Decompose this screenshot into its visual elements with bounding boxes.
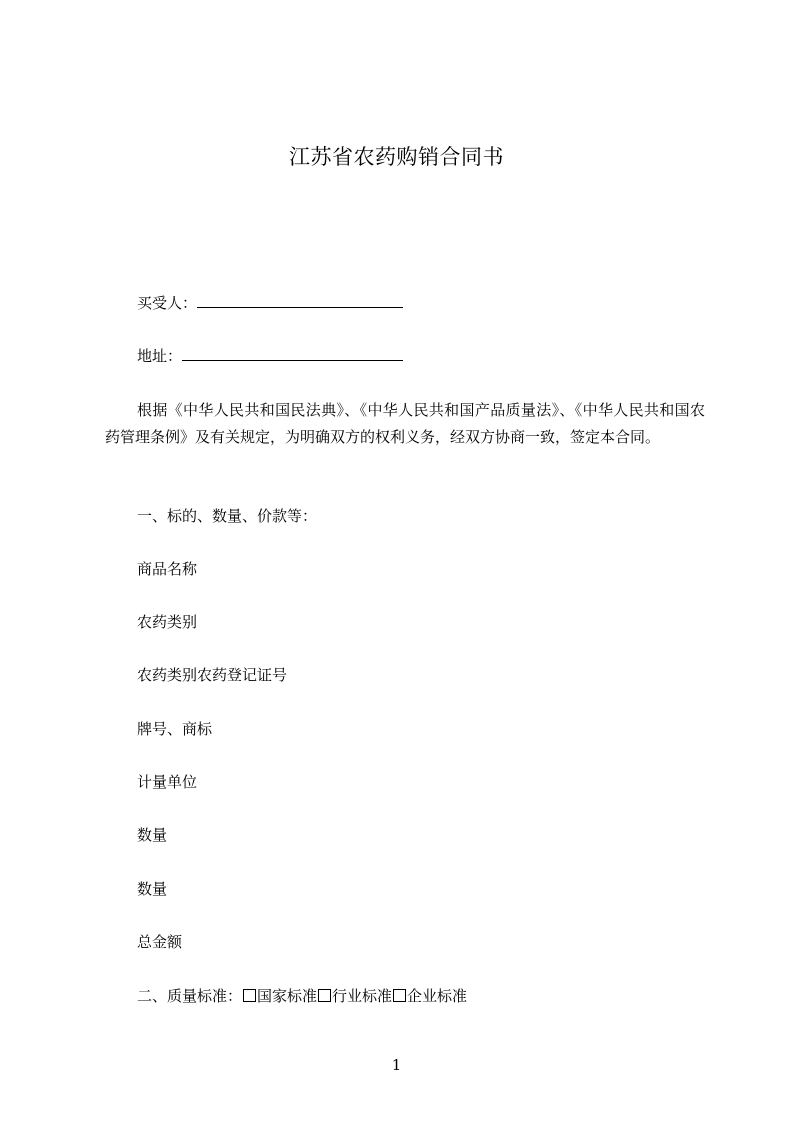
- address-line: [137, 344, 403, 366]
- address-label: 地址：: [137, 347, 183, 365]
- section1-heading: 一、标的、数量、价款等：: [137, 507, 318, 525]
- document-title: 江苏省农药购销合同书: [289, 145, 504, 169]
- buyer-label: 买受人：: [137, 294, 198, 312]
- item-product-name: 商品名称: [137, 560, 198, 578]
- national-standard-checkbox[interactable]: [243, 989, 256, 1002]
- item-quantity-2: 数量: [137, 880, 168, 898]
- page-number: 1: [391, 1056, 402, 1074]
- buyer-blank: [197, 291, 403, 308]
- item-pesticide-category: 农药类别: [137, 613, 198, 631]
- item-quantity: 数量: [137, 826, 168, 844]
- item-brand-trademark: 牌号、商标: [137, 720, 213, 738]
- item-unit: 计量单位: [137, 773, 198, 791]
- national-standard-label: 国家标准: [257, 987, 318, 1005]
- section2-prefix: 二、质量标准：: [137, 987, 243, 1005]
- section2-quality-standard: [137, 986, 467, 1006]
- item-registration-number: 农药类别农药登记证号: [137, 666, 288, 684]
- industry-standard-label: 行业标准: [332, 987, 393, 1005]
- industry-standard-checkbox[interactable]: [318, 989, 331, 1002]
- buyer-line: [137, 291, 403, 313]
- preamble-paragraph: 根据《中华人民共和国民法典》、《中华人民共和国产品质量法》、《中华人民共和国农药管理条例》及有关规定，为明确双方的权利义务，经双方协商一致，签定本合同。: [105, 401, 705, 446]
- item-total-amount: 总金额: [137, 933, 183, 951]
- address-blank: [182, 344, 403, 361]
- enterprise-standard-checkbox[interactable]: [393, 989, 406, 1002]
- enterprise-standard-label: 企业标准: [407, 987, 468, 1005]
